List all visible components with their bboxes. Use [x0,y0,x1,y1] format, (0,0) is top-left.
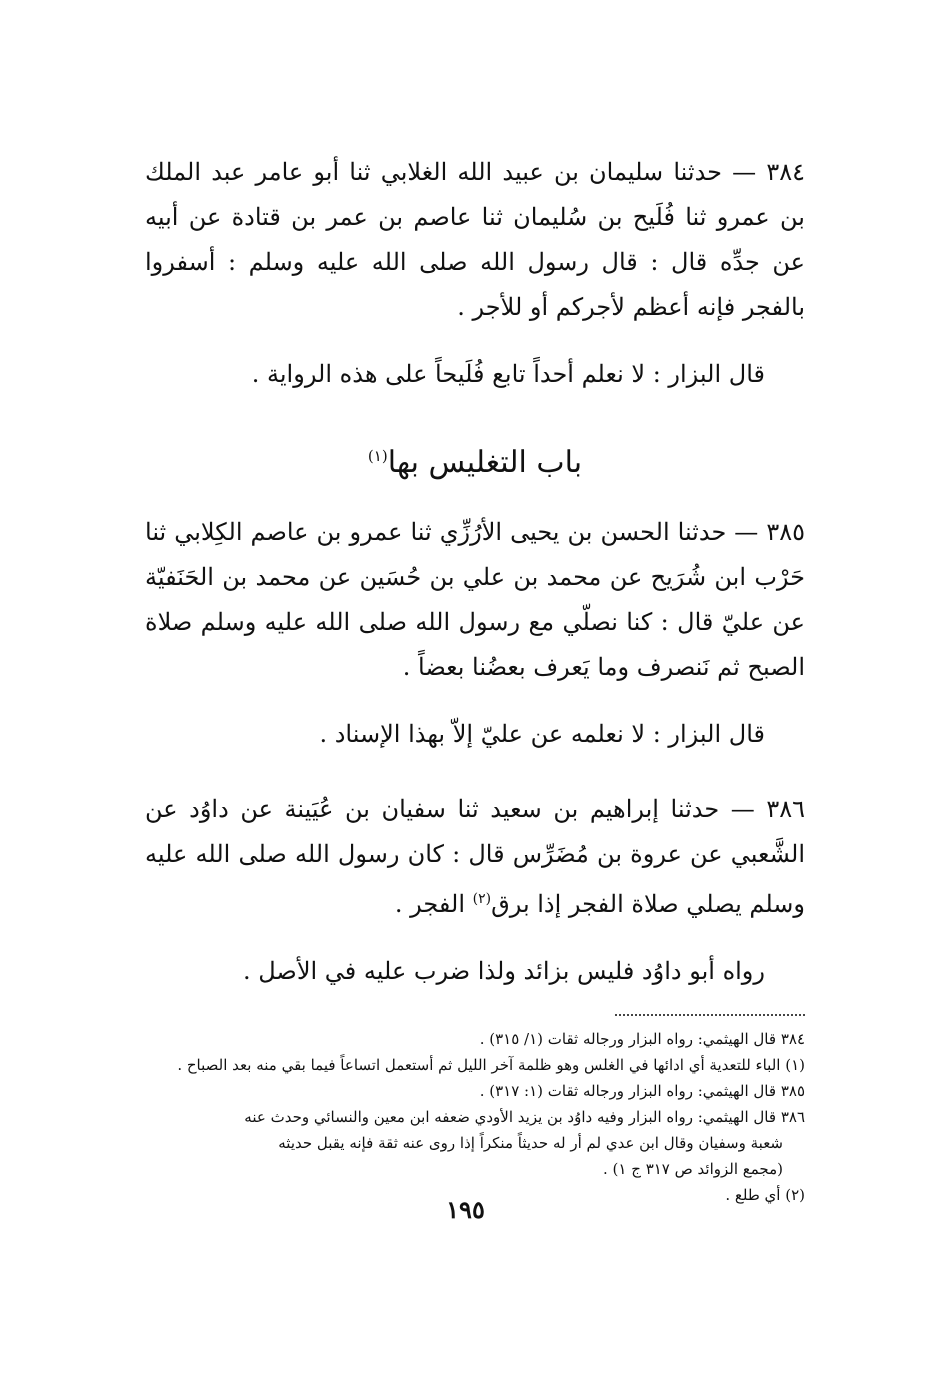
footnote-385: ٣٨٥ قال الهيثمي: رواه البزار ورجاله ثقات (١: ٣١٧) . [479,1082,805,1100]
footnote-2: (٢) أي طلع . [725,1186,805,1204]
footnote-separator [615,1014,805,1016]
chapter-title: باب التغليس بها [387,445,583,480]
hadith-386-note-ref: (٢) [472,891,492,907]
hadith-385: ٣٨٥ — حدثنا الحسن بن يحيى الأرُزِّي ثنا عمرو بن عاصم الكِلابي ثنا حَرْب ابن شُرَيح عن محمد بن علي بن حُسَين عن محمد بن الحَنَفيّة عن عليّ قال : كنا نصلّي مع رسول الله صلى الله عليه وسلم صلاة الصبح ثم نَنصرف وما يَعرف بعضُنا بعضاً . [145,518,805,681]
footnote-386-line3: (مجمع الزوائد ص ٣١٧ ج ١) . [603,1160,783,1178]
footnote-386-line2: شعبة وسفيان وقال ابن عدي لم أر له حديثاً منكراً إذا روى عنه ثقة فإنه يقبل حديثه [278,1134,783,1152]
hadith-386-text: ٣٨٦ — حدثنا إبراهيم بن سعيد ثنا سفيان بن عُيَينة عن داوُد عن الشَّعبي عن عروة بن مُضَرِّس قال : كان رسول الله صلى الله عليه وسلم يصلي صلاة الفجر إذا برق [145,795,805,918]
bazzar-comment-385: قال البزار : لا نعلمه عن عليّ إلاّ بهذا الإسناد . [319,720,765,748]
chapter-note-ref: (١) [367,447,388,465]
chapter-heading [145,445,805,480]
footnote-386-line1: ٣٨٦ قال الهيثمي: رواه البزار وفيه داوُد بن يزيد الأودي ضعفه ابن معين والنسائي وحدث عنه [244,1108,805,1126]
hadith-384: ٣٨٤ — حدثنا سليمان بن عبيد الله الغلابي ثنا أبو عامر عبد الملك بن عمرو ثنا فُلَيح بن سُليمان ثنا عاصم بن عمر بن قتادة عن أبيه عن جدِّه قال : قال رسول الله صلى الله عليه وسلم : أسفروا بالفجر فإنه أعظم لأجركم أو للأجر . [145,158,805,321]
abu-dawud-comment-386: رواه أبو داوُد فليس بزائد ولذا ضرب عليه في الأصل . [243,957,765,985]
hadith-386-text-end: الفجر . [394,890,473,918]
footnote-1: (١) الباء للتعدية أي ادائها في الغلس وهو ظلمة آخر الليل ثم أستعمل اتساعاً فيما بقي منه بعد الصباح . [177,1056,805,1074]
bazzar-comment-384: قال البزار : لا نعلم أحداً تابع فُلَيحاً على هذه الرواية . [251,360,765,388]
hadith-386 [145,787,805,927]
page-body [145,150,805,1208]
page-number: ١٩٥ [446,1195,485,1224]
footnote-384: ٣٨٤ قال الهيثمي: رواه البزار ورجاله ثقات (١/ ٣١٥) . [479,1030,805,1048]
